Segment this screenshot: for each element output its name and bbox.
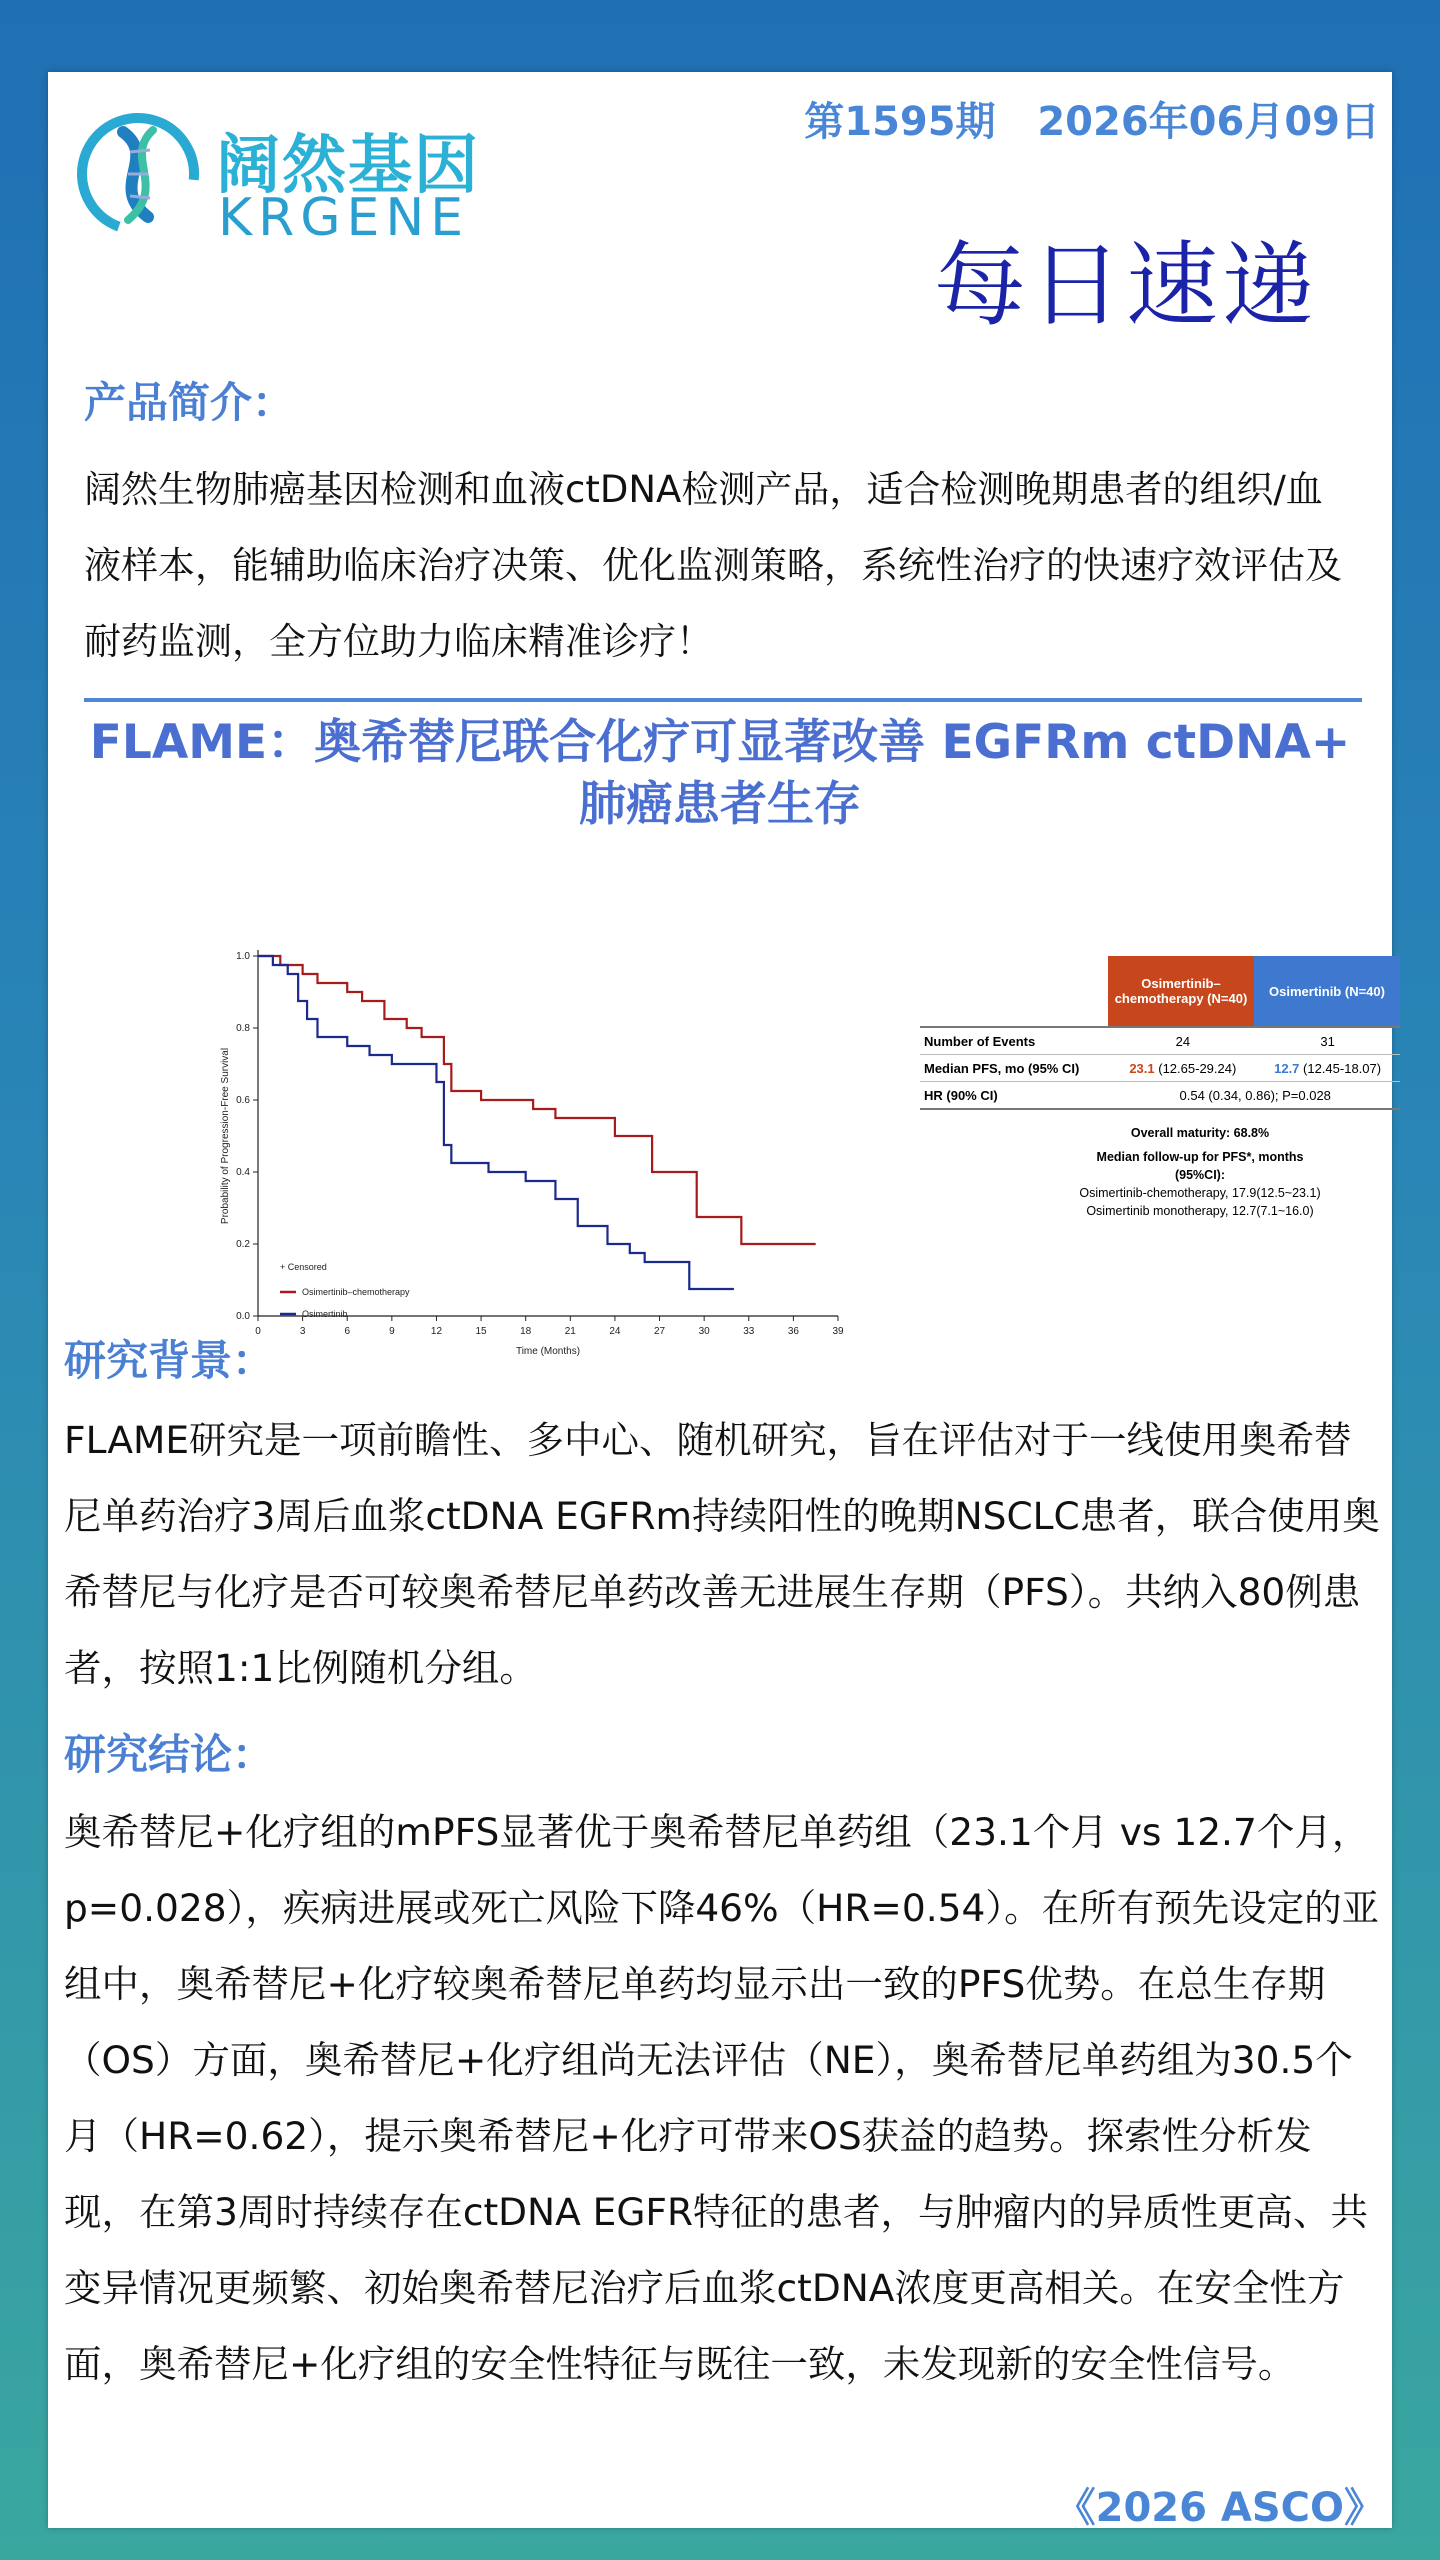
y-tick-label: 0.0 [236, 1311, 250, 1322]
pfs-summary-table [920, 956, 1400, 1220]
legend-mono-label: Osimertinib [302, 1309, 348, 1319]
x-tick-label: 12 [430, 1326, 443, 1337]
logo-chinese-name: 阔然基因 [216, 129, 480, 203]
x-tick-label: 33 [743, 1326, 755, 1337]
median-pfs-mono [1255, 1061, 1400, 1076]
x-tick-label: 39 [832, 1326, 844, 1337]
article-headline [48, 712, 1392, 836]
table-row [920, 1028, 1400, 1055]
background-section-title: 研究背景： [64, 1336, 275, 1385]
x-tick-label: 15 [475, 1326, 487, 1337]
issue-number-date: 第1595期 2026年06月09日 [804, 99, 1380, 145]
follow-up-note-combo: Osimertinib-chemotherapy, 17.9(12.5~23.1) [1079, 1186, 1321, 1200]
table-notes [1070, 1124, 1330, 1220]
headline-line-1: FLAME：奥希替尼联合化疗可显著改善 EGFRm ctDNA+ [89, 715, 1351, 770]
hazard-ratio: 0.54 (0.34, 0.86); P=0.028 [1179, 1087, 1331, 1103]
km-curve-chart [168, 860, 868, 1370]
pfs-figure [168, 860, 1404, 1370]
krgene-logo [68, 102, 508, 248]
median-pfs-mono-ci: (12.45-18.07) [1299, 1060, 1382, 1076]
x-tick-label: 30 [698, 1326, 710, 1337]
table-row [920, 1055, 1400, 1082]
x-tick-label: 0 [255, 1326, 261, 1337]
newsletter-card [48, 72, 1392, 2531]
y-axis-label: Probability of Progression-Free Survival [220, 1047, 231, 1225]
median-pfs-combo-value: 23.1 [1129, 1060, 1155, 1076]
x-tick-label: 6 [344, 1326, 351, 1337]
y-tick-label: 1.0 [236, 951, 250, 962]
y-tick-label: 0.2 [236, 1239, 250, 1250]
median-pfs-mono-value: 12.7 [1274, 1060, 1300, 1076]
dna-swirl-icon [68, 102, 208, 242]
median-pfs-combo-ci: (12.65-29.24) [1154, 1060, 1237, 1076]
x-tick-label: 27 [653, 1326, 666, 1337]
x-tick-label: 36 [787, 1326, 799, 1337]
daily-digest-title: 每日速递 [933, 232, 1318, 339]
x-tick-label: 24 [609, 1326, 621, 1337]
overall-maturity-note: Overall maturity: 68.8% [1130, 1126, 1270, 1140]
headline-line-2: 肺癌患者生存 [579, 777, 861, 832]
row-label: Number of Events [924, 1033, 1036, 1049]
table-row [920, 1082, 1400, 1110]
y-tick-label: 0.6 [236, 1095, 250, 1106]
conclusion-text: 奥希替尼+化疗组的mPFS显著优于奥希替尼单药组（23.1个月 vs 12.7个月，p=0.028），疾病进展或死亡风险下降46%（HR=0.54）。在所有预先设定的亚组中，奥希替尼+化疗较奥希替尼单药均显示出一致的PFS优势。在总生存期（OS）方面，奥希替尼+化疗组尚无法评估（NE），奥希替尼单药组为30.5个月（HR=0.62），提示奥希替尼+化疗可带来OS获益的趋势。探索性分析发现，在第3周时持续存在ctDNA EGFR特征的患者，与肿瘤内的异质性更高、共变异情况更频繁、初始奥希替尼治疗后血浆ctDNA浓度更高相关。在安全性方面，奥希替尼+化疗组的安全性特征与既往一致，未发现新的安全性信号。 [64, 1810, 1380, 2386]
table-head-mono: Osimertinib (N=40) [1254, 956, 1400, 1026]
row-label: Median PFS, mo (95% CI) [924, 1060, 1080, 1076]
background-text: FLAME研究是一项前瞻性、多中心、随机研究，旨在评估对于一线使用奥希替尼单药治疗3周后血浆ctDNA EGFRm持续阳性的晚期NSCLC患者，联合使用奥希替尼与化疗是否可较奥希替尼单药改善无进展生存期（PFS）。共纳入80例患者，按照1:1比例随机分组。 [64, 1418, 1380, 1690]
section-divider [84, 698, 1362, 702]
events-combo: 24 [1175, 1033, 1191, 1049]
intro-text: 阔然生物肺癌基因检测和血液ctDNA检测产品，适合检测晚期患者的组织/血液样本，能辅助临床治疗决策、优化监测策略，系统性治疗的快速疗效评估及耐药监测，全方位助力临床精准诊疗！ [84, 468, 1342, 663]
events-mono: 31 [1320, 1033, 1335, 1049]
intro-section-title: 产品简介： [84, 378, 295, 427]
source-tag: 《2026 ASCO》 [1055, 2485, 1384, 2531]
conclusion-section-title: 研究结论： [64, 1730, 275, 1779]
legend-censored: + Censored [280, 1262, 327, 1272]
logo-english-name: KRGENE [218, 188, 470, 248]
mono-curve [258, 956, 734, 1289]
y-tick-label: 0.8 [236, 1023, 250, 1034]
follow-up-note-title: Median follow-up for PFS*, months (95%CI): [1096, 1150, 1304, 1182]
x-tick-label: 21 [564, 1326, 576, 1337]
x-tick-label: 18 [520, 1326, 532, 1337]
y-tick-label: 0.4 [236, 1167, 250, 1178]
x-tick-label: 9 [389, 1326, 395, 1337]
follow-up-note-mono: Osimertinib monotherapy, 12.7(7.1~16.0) [1086, 1204, 1314, 1218]
table-head-combo: Osimertinib–chemotherapy (N=40) [1108, 956, 1254, 1026]
row-label: HR (90% CI) [924, 1087, 998, 1103]
combo-curve [258, 956, 816, 1244]
median-pfs-combo [1110, 1061, 1255, 1076]
x-tick-label: 3 [299, 1326, 306, 1337]
x-axis-label: Time (Months) [515, 1346, 581, 1357]
legend-combo-label: Osimertinib–chemotherapy [302, 1287, 410, 1297]
